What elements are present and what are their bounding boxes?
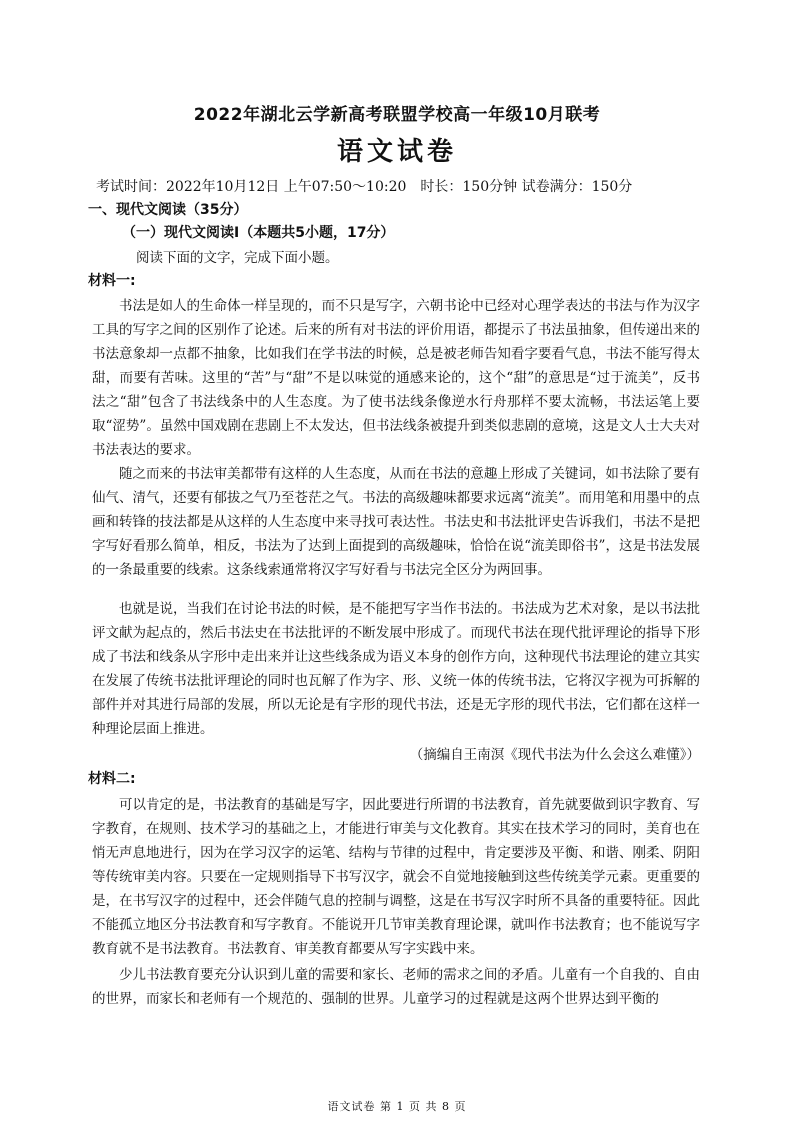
material2-paragraph-1: 可以肯定的是，书法教育的基础是写字，因此要进行所谓的书法教育，首先就要做到识字教育、写字教育，在规则、技术学习的基础之上，才能进行审美与文化教育。其实在技术学习的同时，美育也在悄无声息地进行，因为在学习汉字的运笔、结构与节律的过程中，肯定要涉及平衡、和谐、刚柔、阴阳等传统审美内容。只要在一定规则指导下书写汉字，就会不自觉地接触到这些传统美学元素。更重要的是，在书写汉字的过程中，还会伴随气息的控制与调整，这是在书写汉字时所不具备的重要特征。因此不能孤立地区分书法教育和写字教育。不能说开几节审美教育理论课，就叫作书法教育；也不能说写字教育就不是书法教育。书法教育、审美教育都要从写字实践中来。 <box>92 797 700 957</box>
page-footer: 语文试卷 第 1 页 共 8 页 <box>327 1100 467 1113</box>
material1-source: （摘编自王南溟《现代书法为什么会这么难懂》） <box>409 747 700 763</box>
material1-paragraph-1: 书法是如人的生命体一样呈现的，而不只是写字，六朝书论中已经对心理学表达的书法与作为汉字工具的写字之间的区别作了论述。后来的所有对书法的评价用语，都提示了书法虽抽象，但传递出来的书法意象却一点都不抽象，比如我们在学书法的时候，总是被老师告知看字要看气息，书法不能写得太甜，而要有苦味。这里的“苦”与“甜”不是以味觉的通感来论的，这个“甜”的意思是“过于流美”，反书法之“甜”包含了书法线条中的人生态度。为了使书法线条像逆水行舟那样不要太流畅，书法运笔上要取“涩势”。虽然中国戏剧在悲剧上不太发达，但书法线条被提升到类似悲剧的意境，这是文人士大夫对书法表达的要求。 <box>92 298 700 458</box>
exam-title: 2022年湖北云学新高考联盟学校高一年级10月联考 <box>193 105 601 125</box>
sub-section-heading: （一）现代文阅读Ⅰ（本题共5小题，17分） <box>122 225 395 241</box>
reading-instruction: 阅读下面的文字，完成下面小题。 <box>136 250 339 266</box>
material1-label: 材料一: <box>88 273 136 289</box>
section-heading: 一、现代文阅读（35分） <box>88 202 248 218</box>
material1-paragraph-3: 也就是说，当我们在讨论书法的时候，是不能把写字当作书法的。书法成为艺术对象，是以书法批评文献为起点的，然后书法史在书法批评的不断发展中形成了。而现代书法在现代批评理论的指导下形成了书法和线条从字形中走出来并让这些线条成为语义本身的创作方向，这种现代书法理论的建立其实在发展了传统书法批评理论的同时也瓦解了作为字、形、义统一体的传统书法，它将汉字视为可拆解的部件并对其进行局部的发展，所以无论是有字形的现代书法，还是无字形的现代书法，它们都在这样一种理论层面上推进。 <box>92 601 700 737</box>
subject-title: 语文试卷 <box>336 137 457 167</box>
material2-paragraph-2: 少儿书法教育要充分认识到儿童的需要和家长、老师的需求之间的矛盾。儿童有一个自我的、自由的世界，而家长和老师有一个规范的、强制的世界。儿童学习的过程就是这两个世界达到平衡的 <box>92 967 700 1007</box>
material2-label: 材料二: <box>88 771 136 787</box>
material1-paragraph-2: 随之而来的书法审美都带有这样的人生态度，从而在书法的意趣上形成了关键词，如书法除了要有仙气、清气，还要有郁拔之气乃至苍茫之气。书法的高级趣味都要求远离“流美”。而用笔和用墨中的点画和转锋的技法都是从这样的人生态度中来寻找可表达性。书法史和书法批评史告诉我们，书法不是把字写好看那么简单，相反，书法为了达到上面提到的高级趣味，恰恰在说“流美即俗书”，这是书法发展的一条最重要的线索。这条线索通常将汉字写好看与书法完全区分为两回事。 <box>92 466 700 578</box>
exam-info: 考试时间：2022年10月12日 上午07:50～10:20 时长：150分钟 试卷满分：150分 <box>96 179 633 195</box>
